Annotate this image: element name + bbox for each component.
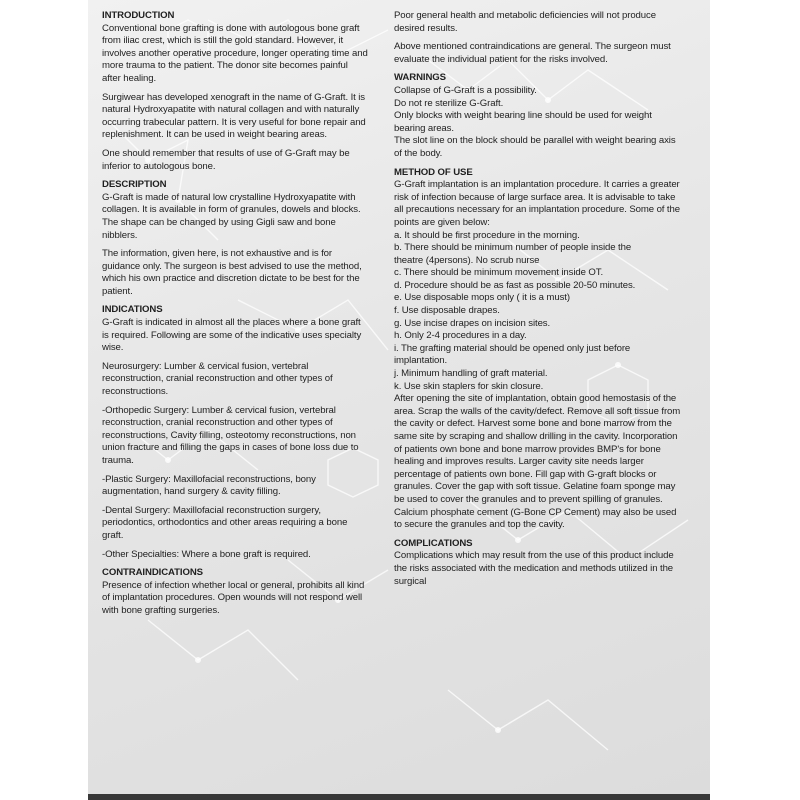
method-point: d. Procedure should be as fast as possible 20-50 minutes. — [394, 279, 636, 291]
indications-paragraph-1: G-Graft is indicated in almost all the places where a bone graft is required. Following are some of the indicative uses specialty wise. — [102, 317, 362, 354]
right-column — [394, 10, 684, 588]
contraindications-section — [102, 567, 368, 617]
warnings-section — [394, 72, 684, 160]
introduction-paragraph-2: Surgiwear has developed xenograft in the name of G-Graft. It is natural Hydroxyapatite with natural collagen and with naturally occurring trabecular pattern. It is very useful for bone repair and replenishment. It can be used in weight bearing areas. — [102, 91, 366, 141]
indications-other: -Other Specialties: Where a bone graft is required. — [102, 548, 311, 560]
introduction-paragraph-3: One should remember that results of use of G-Graft may be inferior to autologous bone. — [102, 147, 350, 172]
method-point: k. Use skin staplers for skin closure. — [394, 380, 544, 392]
method-outro: After opening the site of implantation, obtain good hemostasis of the area. Scrap the walls of the cavity/defect. Remove all soft tissue from the cavity or defect. Harvest some bone and bone marrow from the same site by scraping and shallow drilling in the cavity. Incorporation of patients own bone and bone marrow provides BMP's for bone healing and improves results. Larger cavity site needs larger percentage of patients own bone. Fill gap with G-graft blocks or granules. Cover the gap with soft tissue. Gelatine foam sponge may be used to cover the granules and to prevent spilling of granules. Calcium phosphate cement (G-Bone CP Cement) may also be used to secure the granules and top the cavity. — [394, 393, 681, 531]
method-point: g. Use incise drapes on incision sites. — [394, 317, 551, 329]
complications-paragraph-1: Complications which may result from the use of this product include the risks associated with the medication and methods utilized in the surgical — [394, 550, 674, 587]
introduction-section — [102, 10, 368, 173]
method-point: a. It should be first procedure in the morning. — [394, 229, 580, 241]
description-heading: DESCRIPTION — [102, 179, 167, 191]
method-point: c. There should be minimum movement inside OT. — [394, 267, 604, 279]
method-point: f. Use disposable drapes. — [394, 305, 500, 317]
method-intro: G-Graft implantation is an implantation procedure. It carries a greater risk of infection because of large surface area. It is advisable to take all precautions necessary for an implantation procedure. Some of the points are given below: — [394, 179, 680, 228]
introduction-paragraph-1: Conventional bone grafting is done with autologous bone graft from iliac crest, which is still the gold standard. However, it involves another operative procedure, longer operating time and more trauma to the patient. The donor site becomes painful after healing. — [102, 22, 368, 84]
warning-line: Collapse of G-Graft is a possibility. — [394, 84, 537, 96]
method-point: i. The grafting material should be opened only just before implantation. — [394, 342, 631, 367]
indications-dental: -Dental Surgery: Maxillofacial reconstruction surgery, periodontics, orthodontics and other areas requiring a bone graft. — [102, 504, 348, 541]
warning-line: Only blocks with weight bearing line should be used for weight bearing areas. — [394, 110, 652, 134]
contraindications-heading: CONTRAINDICATIONS — [102, 567, 203, 579]
description-paragraph-1: G-Graft is made of natural low crystalline Hydroxyapatite with collagen. It is available in form of granules, dowels and blocks. The shape can be changed by using Gigli saw and bone nibblers. — [102, 191, 361, 241]
indications-plastic: -Plastic Surgery: Maxillofacial reconstructions, bony augmentation, hand surgery & cavity filling. — [102, 473, 316, 498]
indications-section — [102, 304, 368, 561]
warning-line: The slot line on the block should be parallel with weight bearing axis of the body. — [394, 135, 676, 159]
left-column — [102, 10, 368, 618]
complications-heading: COMPLICATIONS — [394, 537, 473, 549]
contraindications-continued-2: Above mentioned contraindications are general. The surgeon must evaluate the individual patient for the risks involved. — [394, 41, 671, 65]
complications-section — [394, 538, 684, 588]
warnings-heading: WARNINGS — [394, 72, 446, 84]
introduction-heading: INTRODUCTION — [102, 10, 175, 21]
description-paragraph-2: The information, given here, is not exhaustive and is for guidance only. The surgeon is best advised to use the method, which his own practice and discretion dictate to be best for the patient. — [102, 248, 362, 297]
warning-line: Do not re sterilize G-Graft. — [394, 97, 504, 109]
contraindications-paragraph-1: Presence of infection whether local or general, prohibits all kind of implantation procedures. Open wounds will not respond well with bone grafting surgeries. — [102, 579, 365, 616]
indications-orthopedic: -Orthopedic Surgery: Lumber & cervical fusion, vertebral reconstruction, cranial reconstruction and other types of reconstructions, Cavity filling, osteotomy reconstructions, non union fracture and filling the gaps in cases of bone loss due to trauma. — [102, 404, 359, 466]
description-section — [102, 179, 368, 298]
method-point: e. Use disposable mops only ( it is a must) — [394, 292, 570, 304]
method-point: theatre (4persons). No scrub nurse — [394, 254, 540, 266]
method-point: b. There should be minimum number of people inside the — [394, 242, 632, 254]
method-heading: METHOD OF USE — [394, 166, 473, 178]
method-point: j. Minimum handling of graft material. — [394, 368, 548, 380]
method-section — [394, 167, 684, 532]
indications-heading: INDICATIONS — [102, 304, 163, 316]
page-bottom-edge — [88, 794, 710, 800]
document-page — [88, 0, 710, 800]
contraindications-continued-1: Poor general health and metabolic deficiencies will not produce desired results. — [394, 10, 656, 34]
indications-neurosurgery: Neurosurgery: Lumber & cervical fusion, vertebral reconstruction, cranial reconstruction and other types of reconstructions. — [102, 360, 333, 398]
method-point: h. Only 2-4 procedures in a day. — [394, 330, 527, 342]
